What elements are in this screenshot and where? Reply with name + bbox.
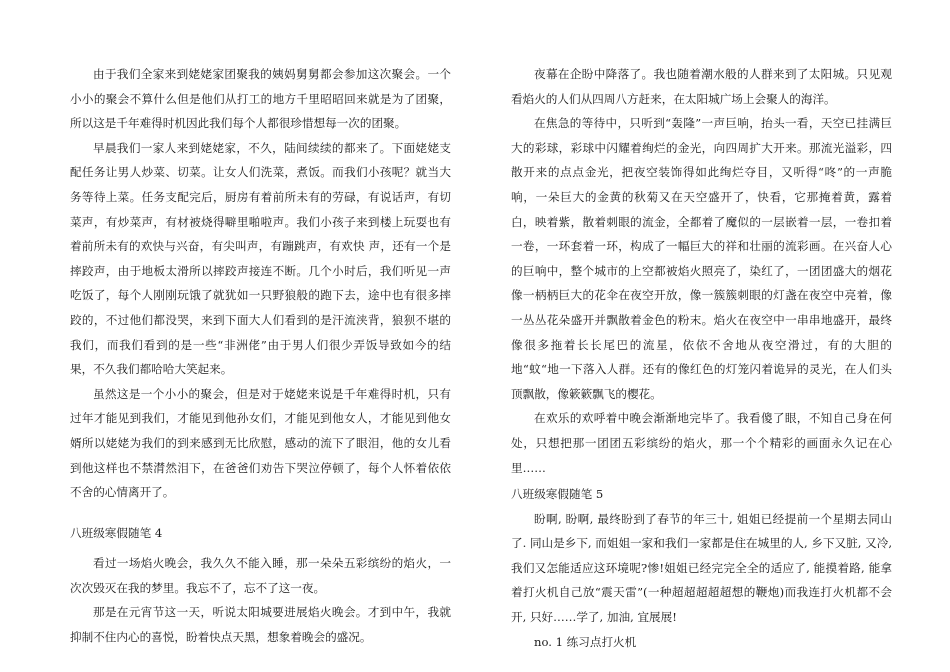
paragraph: 看过一场焰火晚会，我久久不能入睡，那一朵朵五彩缤纷的焰火，一次次毁灭在我的梦里。我忘不了，忘不了这一夜。 — [70, 556, 451, 595]
left-column — [70, 62, 451, 650]
paragraph: 虽然这是一个小小的聚会，但是对于姥姥来说是千年难得时机，只有过年才能见到我们，才能见到他孙女们，才能见到他女人，才能见到他女婿所以姥姥为我们的到来感到无比欣慰，感动的流下了眼泪，他的女儿看到他这样也不禁潸然泪下，在爸爸们劝告下哭泣停顿了，每个人怀着依依不舍的心情离开了。 — [70, 386, 451, 500]
paragraph: 由于我们全家来到姥姥家团聚我的姨妈舅舅都会参加这次聚会。一个小小的聚会不算什么但是他们从打工的地方千里昭昭回来就是为了团聚，所以这是千年难得时机因此我们每个人都很珍惜想每一次的团聚。 — [70, 67, 451, 131]
paragraph: 早晨我们一家人来到姥姥家，不久，陆间续续的都来了。下面姥姥支配任务让男人炒菜、切菜。让女人们洗菜，煮饭。而我们小孩呢？就当大务等待上菜。任务支配完后，厨房有着前所未有的劳碌，有说话声，有切菜声，有炒菜声，有材被烧得噼里啪啦声。我们小孩子来到楼上玩耍也有着前所未有的欢快与兴奋，有尖叫声，有蹦跳声，有欢快 声，还有一个是摔跤声，由于地板太滑所以摔跤声接连不断。几个小时后，我们听见一声吃饭了，每个人刚刚玩饿了就犹如一只野狼般的跑下去，途中也有很多摔跤的，不过他们都没哭，来到下面大人们看到的是汗流浃背，狼狈不堪的我们，而我们看到的是一些“非洲佬”由于男人们很少弄饭导致如今的结果，不久我们都哈哈大笑起来。 — [70, 140, 451, 377]
paragraph: 那是在元宵节这一天，听说太阳城要进展焰火晚会。才到中午，我就抑制不住内心的喜悦，盼着快点天黑，想象着晚会的盛况。 — [70, 605, 451, 645]
paragraph: 夜幕在企盼中降落了。我也随着潮水般的人群来到了太阳城。只见观看焰火的人们从四周八方赶来，在太阳城广场上会聚人的海洋。 — [511, 67, 892, 106]
paragraph: 在欢乐的欢呼着中晚会渐渐地完毕了。我看傻了眼，不知自己身在何处，只想把那一团团五彩缤纷的焰火，那一个个精彩的画面永久记在心里…… — [511, 411, 892, 475]
paragraph: 在焦急的等待中，只听到“轰隆”一声巨响，抬头一看，天空已挂满巨大的彩球，彩球中闪耀着绚烂的金光，向四周扩大开来。那流光溢彩，四散开来的点点金光，把夜空装饰得如此绚烂夺目，又听得“咚”的一声脆响，一朵巨大的金黄的秋菊又在天空盛开了，快看，它那掩着黄，露着白，映着紫，散着刺眼的流金，全都着了魔似的一层嵌着一层，一卷扣着一卷，一环套着一环，构成了一幅巨大的祥和壮丽的流彩画。在兴奋人心的巨响中，整个城市的上空都被焰火照亮了，染红了，一团团盛大的烟花像一柄柄巨大的花伞在夜空开放，像一簇簇刺眼的灯盏在夜空中亮着，像一丛丛花朵盛开并飘散着金色的粉末。焰火在夜空中一串串地盛开，最终像很多拖着长长尾巴的流星，依依不舍地从夜空滑过，有的大胆的地“蚊“地一下落入人群。还有的像红色的灯笼闪着诡异的灵光，在人们头顶飘散，像簌簌飘飞的樱花。 — [511, 116, 892, 401]
right-column — [511, 62, 892, 654]
section-heading: 八班级寒假随笔 5 — [511, 487, 604, 502]
section-heading: 八班级寒假随笔 4 — [70, 525, 163, 540]
paragraph: 盼啊, 盼啊, 最终盼到了春节的年三十, 姐姐已经提前一个星期去同山了. 同山是乡下, 而姐姐一家和我们一家都是住在城里的人, 乡下又脏, 又冷, 我们又怎能适应这环境呢?惨!姐姐已经完完全全的适应了, 能摸着路, 能拿着打火机自己放“震天雷”(一种超超超超超想的鞭炮)而我连打火机都不会开, 只好……学了, 加油, 宜展展! — [511, 511, 892, 625]
paragraph: no. 1 练习点打火机 — [534, 634, 637, 649]
